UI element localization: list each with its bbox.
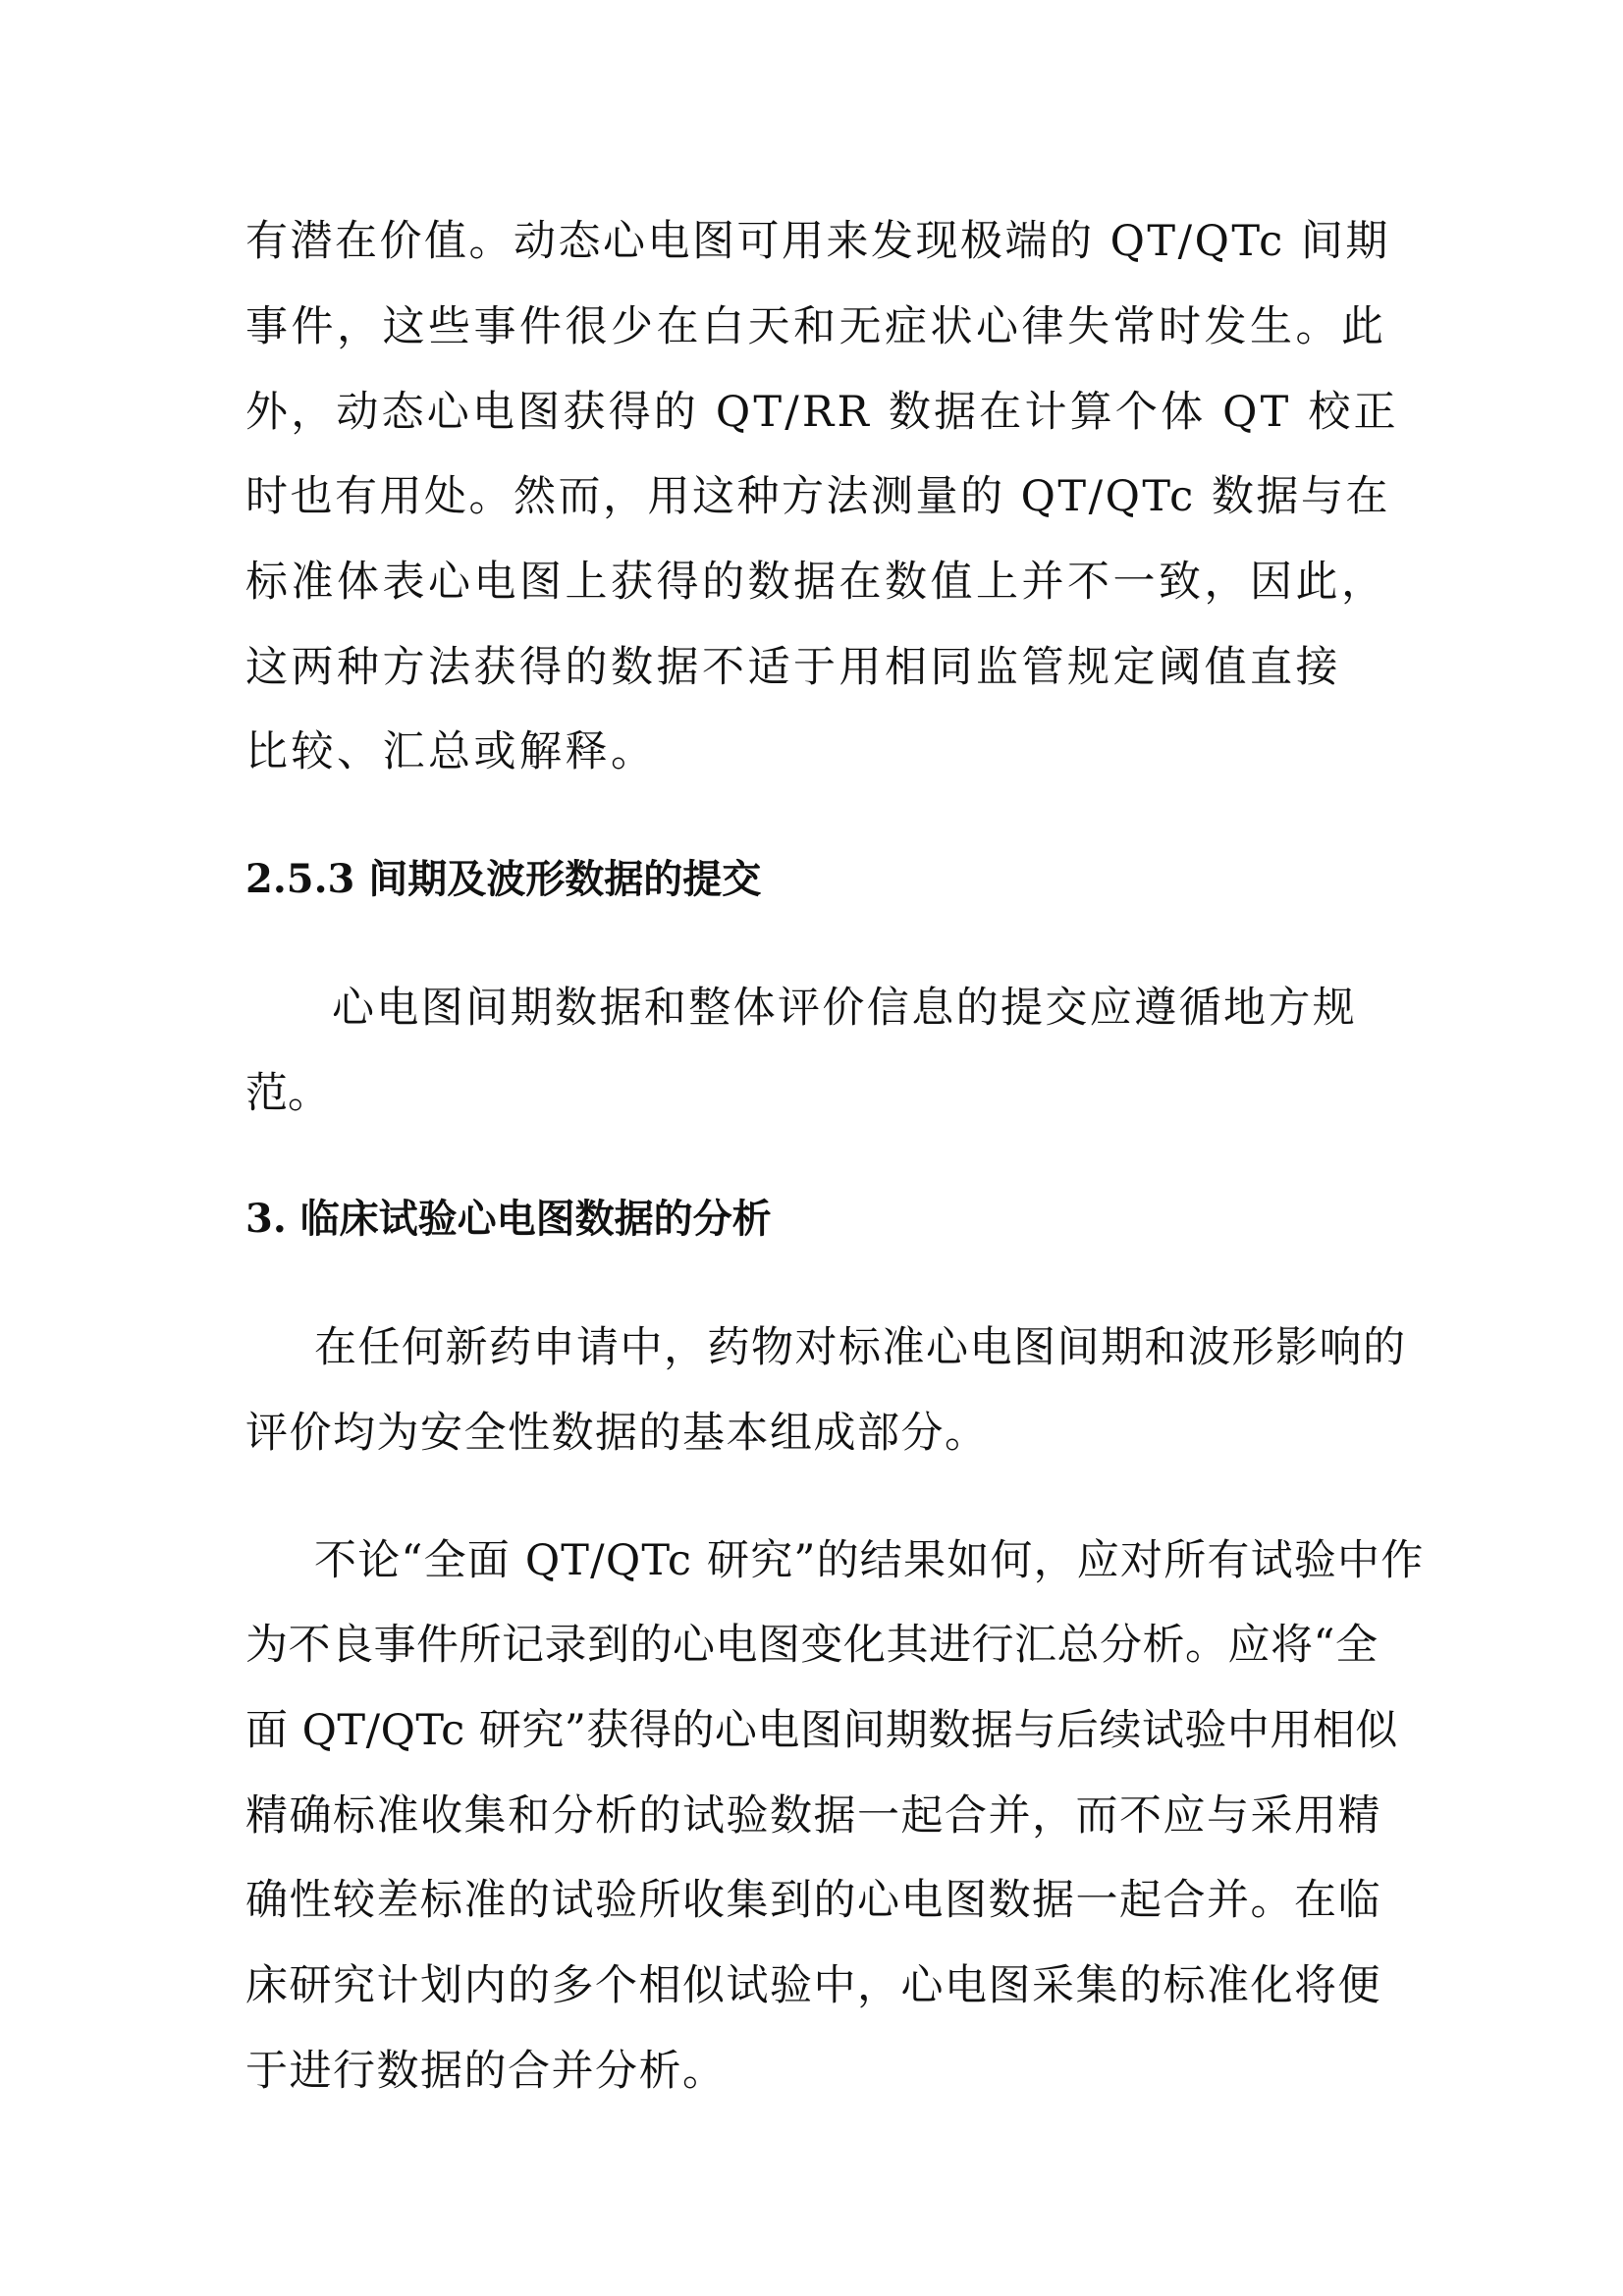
- paragraph-line: 外，动态心电图获得的 QT/RR 数据在计算个体 QT 校正: [245, 388, 1399, 437]
- paragraph-line: 床研究计划内的多个相似试验中，心电图采集的标准化将便: [245, 1961, 1381, 2010]
- paragraph-line: 确性较差标准的试验所收集到的心电图数据一起合并。在临: [245, 1876, 1381, 1925]
- paragraph-line: 比较、汇总或解释。: [245, 727, 657, 776]
- paragraph-line: 在任何新药申请中，药物对标准心电图间期和波形影响的: [314, 1323, 1407, 1372]
- paragraph-line: 面 QT/QTc 研究”获得的心电图间期数据与后续试验中用相似: [245, 1706, 1398, 1755]
- section-heading: 3. 临床试验心电图数据的分析: [245, 1196, 772, 1242]
- paragraph-line: 范。: [245, 1069, 330, 1118]
- paragraph-line: 为不良事件所记录到的心电图变化其进行汇总分析。应将“全: [245, 1621, 1379, 1670]
- paragraph-line: 时也有用处。然而，用这种方法测量的 QT/QTc 数据与在: [245, 472, 1390, 521]
- paragraph-line: 精确标准收集和分析的试验数据一起合并，而不应与采用精: [245, 1791, 1381, 1841]
- section-heading: 2.5.3 间期及波形数据的提交: [245, 856, 762, 902]
- paragraph-line: 这两种方法获得的数据不适于用相同监管规定阈值直接: [245, 643, 1341, 692]
- paragraph-line: 评价均为安全性数据的基本组成部分。: [245, 1409, 989, 1458]
- paragraph-line: 心电图间期数据和整体评价信息的提交应遵循地方规: [332, 984, 1358, 1033]
- paragraph-line: 不论“全面 QT/QTc 研究”的结果如何，应对所有试验中作: [314, 1536, 1425, 1585]
- paragraph-line: 有潜在价值。动态心电图可用来发现极端的 QT/QTc 间期: [245, 217, 1390, 266]
- paragraph-line: 于进行数据的合并分析。: [245, 2047, 727, 2096]
- paragraph-line: 事件，这些事件很少在白天和无症状心律失常时发生。此: [245, 302, 1387, 351]
- paragraph-line: 标准体表心电图上获得的数据在数值上并不一致，因此，: [245, 558, 1387, 607]
